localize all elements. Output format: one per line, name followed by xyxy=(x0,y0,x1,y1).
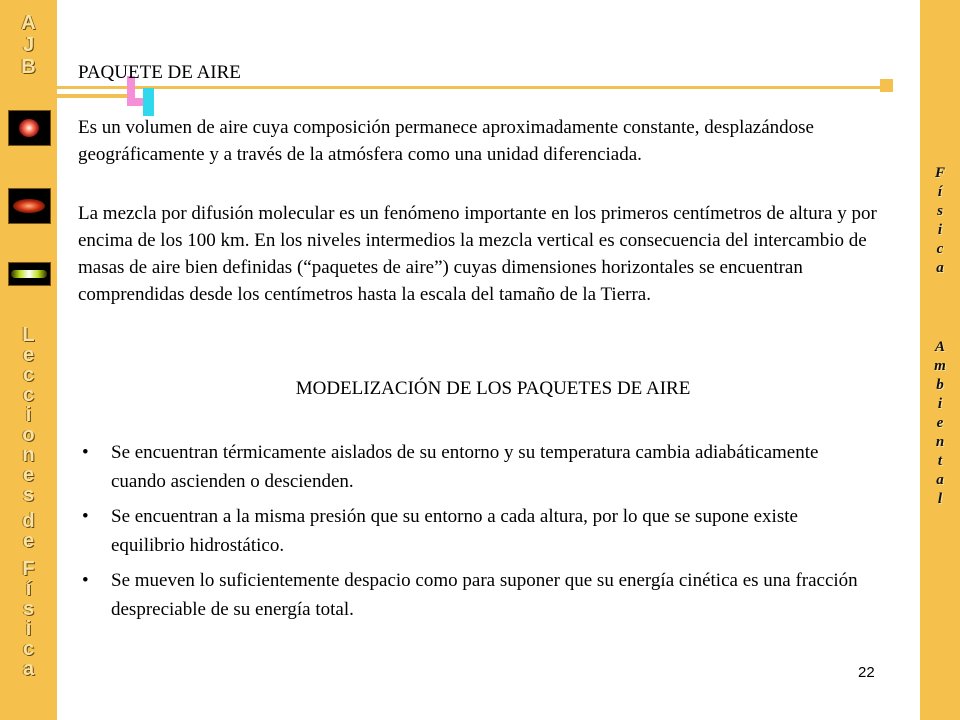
thumbnail-image-1 xyxy=(8,110,51,146)
initial-letter: B xyxy=(21,56,36,78)
vertical-letter: a xyxy=(936,260,944,276)
cyan-accent-block xyxy=(143,88,154,116)
vertical-letter: n xyxy=(22,444,35,466)
vertical-letter: l xyxy=(937,491,943,507)
vertical-letter: e xyxy=(22,344,35,366)
list-item xyxy=(82,438,862,496)
list-item xyxy=(82,566,862,624)
paragraph-definition: Es un volumen de aire cuya composición permanece aproximadamente constante, desplazándose geográficamente y a través de la atmósfera como una unidad diferenciada. xyxy=(78,117,814,165)
bullet-icon: • xyxy=(82,506,89,527)
header-end-square xyxy=(880,79,893,92)
vertical-letter: í xyxy=(25,578,32,600)
header-accent-line xyxy=(57,94,127,98)
vertical-letter: F xyxy=(22,558,35,580)
vertical-letter: a xyxy=(22,658,35,680)
vertical-letter: L xyxy=(22,324,35,346)
bullet-text: Se encuentran térmicamente aislados de su entorno y su temperatura cambia adiabáticamente cuando ascienden o descienden. xyxy=(111,442,819,492)
list-item xyxy=(82,502,862,560)
vertical-letter: i xyxy=(937,396,943,412)
vertical-letter: i xyxy=(25,618,32,640)
vertical-letter: í xyxy=(937,184,943,200)
vertical-letter: A xyxy=(934,339,945,355)
initial-letter: A xyxy=(21,12,36,34)
vertical-letter: t xyxy=(937,453,943,469)
page-number: 22 xyxy=(858,664,875,681)
section-subtitle: MODELIZACIÓN DE LOS PAQUETES DE AIRE xyxy=(295,378,691,399)
vertical-letter: c xyxy=(22,638,35,660)
right-strip-word-fisica xyxy=(920,164,960,278)
bullet-text: Se mueven lo suficientemente despacio como para suponer que su energía cinética es una fracción despreciable de su energía total. xyxy=(111,570,858,620)
vertical-letter: d xyxy=(22,510,35,532)
vertical-letter: i xyxy=(937,222,943,238)
initial-letter: J xyxy=(22,34,35,56)
vertical-letter: s xyxy=(22,484,35,506)
vertical-letter: c xyxy=(22,364,35,386)
bullet-list xyxy=(82,438,862,630)
vertical-letter: s xyxy=(937,203,943,219)
header-divider-line xyxy=(57,86,892,89)
vertical-letter: m xyxy=(934,358,946,374)
vertical-letter: i xyxy=(25,404,32,426)
vertical-letter: s xyxy=(22,598,35,620)
vertical-letter: b xyxy=(936,377,944,393)
paragraph-mixing: La mezcla por difusión molecular es un fenómeno importante en los primeros centímetros de altura y por encima de los 100 km. En los niveles intermedios la mezcla vertical es consecuencia del intercambio de masas de aire bien definidas (“paquetes de aire”) cuyas dimensiones horizontales se encuentran comprendidas desde los centímetros hasta la escala del tamaño de la Tierra. xyxy=(78,203,877,305)
left-strip-vertical-title xyxy=(0,325,57,679)
vertical-letter: c xyxy=(22,384,35,406)
vertical-letter: e xyxy=(22,530,35,552)
vertical-letter: n xyxy=(935,434,945,450)
bullet-icon: • xyxy=(82,442,89,463)
vertical-letter: F xyxy=(934,165,945,181)
vertical-letter: o xyxy=(22,424,35,446)
slide-title: PAQUETE DE AIRE xyxy=(78,62,241,83)
vertical-letter: e xyxy=(936,415,944,431)
left-strip-initials xyxy=(0,12,57,78)
bullet-text: Se encuentran a la misma presión que su entorno a cada altura, por lo que se supone existe equilibrio hidrostático. xyxy=(111,506,798,556)
vertical-letter: e xyxy=(22,464,35,486)
thumbnail-image-3 xyxy=(8,262,51,286)
vertical-letter: a xyxy=(936,472,944,488)
bullet-icon: • xyxy=(82,570,89,591)
thumbnail-image-2 xyxy=(8,188,51,224)
right-strip-word-ambiental xyxy=(920,338,960,509)
vertical-letter: c xyxy=(936,241,944,257)
